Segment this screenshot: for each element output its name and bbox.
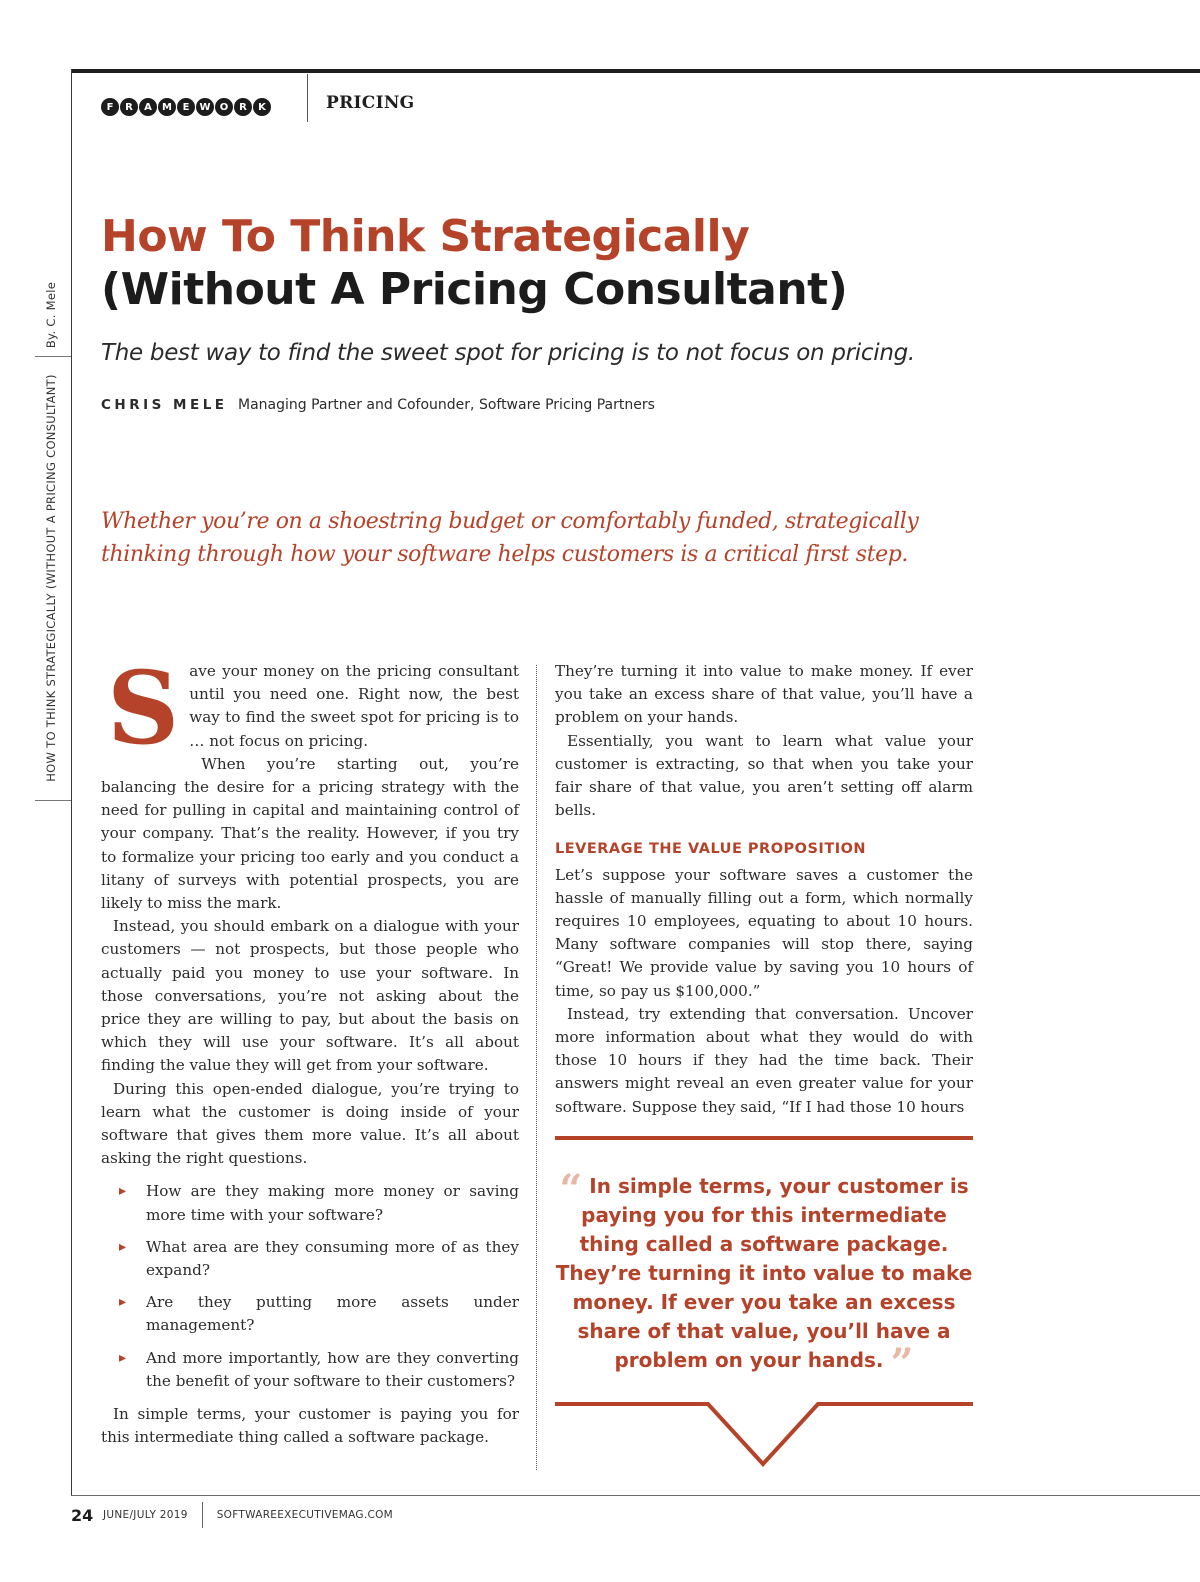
section-label: PRICING	[326, 93, 415, 113]
framework-letter: E	[177, 98, 195, 116]
list-item: ▸ Are they putting more assets under management?	[101, 1291, 519, 1337]
framework-letter: R	[120, 98, 138, 116]
bottom-rule	[71, 1495, 1200, 1496]
article-subtitle: The best way to find the sweet spot for pricing is to not focus on pricing.	[101, 340, 915, 366]
section-subhead: LEVERAGE THE VALUE PROPOSITION	[555, 841, 867, 858]
framework-letter: A	[139, 98, 157, 116]
framework-letter: F	[101, 98, 119, 116]
list-item: ▸ How are they making more money or saving more time with your software?	[101, 1180, 519, 1226]
drop-cap: S	[107, 649, 180, 767]
page-number: 24	[71, 1505, 94, 1525]
framework-logo	[101, 98, 271, 116]
issue-date: JUNE/JULY 2019	[103, 1509, 188, 1521]
framework-letter: W	[196, 98, 214, 116]
body-paragraph: During this open-ended dialogue, you’re trying to learn what the customer is doing inside of your software that gives them more value. It’s all about asking the right questions.	[101, 1079, 519, 1168]
list-item: ▸ And more importantly, how are they converting the benefit of your software to their customers?	[101, 1347, 519, 1393]
top-rule	[71, 69, 1200, 73]
website-link[interactable]: SOFTWAREEXECUTIVEMAG.COM	[216, 1509, 394, 1521]
side-byline-text: By. C. Mele	[44, 281, 58, 349]
side-running-title-text: HOW TO THINK STRATEGICALLY (WITHOUT A PRICING CONSULTANT)	[44, 374, 58, 782]
page-header	[101, 92, 415, 122]
footer-divider	[202, 1502, 203, 1528]
body-column-right	[555, 660, 973, 1119]
author-name: CHRIS MELE	[101, 397, 228, 413]
article-title-line1: How To Think Strategically	[101, 211, 750, 262]
side-divider	[35, 356, 71, 357]
article-title	[101, 210, 1001, 316]
side-running-head	[38, 250, 64, 810]
open-quote-icon: “	[559, 1166, 583, 1213]
side-running-title	[38, 372, 64, 784]
question-list	[101, 1180, 519, 1393]
header-divider	[307, 74, 308, 122]
body-paragraph: Instead, you should embark on a dialogue with your customers — not prospects, but those people who actually paid you money to use your software. In those conversations, you’re not asking about the price they are willing to pay, but about the basis on which they will use your software. It’s all about finding the value they will get from your software.	[101, 917, 519, 1075]
body-paragraph: ave your money on the pricing consultant until you need one. Right now, the best way to find the sweet spot for pricing is to … not focus on pricing.	[189, 662, 519, 750]
author-byline	[101, 397, 655, 413]
column-divider	[536, 665, 537, 1470]
side-byline	[38, 280, 64, 350]
body-column-left	[101, 649, 519, 1450]
close-quote-icon: ”	[890, 1340, 914, 1387]
body-paragraph: In simple terms, your customer is paying you for this intermediate thing called a software package.	[101, 1405, 519, 1447]
body-paragraph: Let’s suppose your software saves a customer the hassle of manually filling out a form, which normally requires 10 employees, equating to about 10 hours. Many software companies will stop there, saying “Great! We provide value by saving you 10 hours of time, so pay us $100,000.”	[555, 865, 973, 1000]
pullquote-bottom-chevron	[555, 1392, 973, 1472]
list-item: ▸ What area are they consuming more of as they expand?	[101, 1236, 519, 1282]
body-paragraph: Essentially, you want to learn what value your customer is extracting, so that when you take your fair share of that value, you aren’t setting off alarm bells.	[555, 731, 973, 820]
article-deck: Whether you’re on a shoestring budget or comfortably funded, strategically thinking through how your software helps customers is a critical first step.	[101, 509, 919, 567]
left-rule	[71, 69, 72, 1496]
body-paragraph: Instead, try extending that conversation. Uncover more information about what they would do with those 10 hours if they had the time back. Their answers might reveal an even greater value for your software. Suppose they said, “If I had those 10 hours	[555, 1004, 973, 1116]
author-role: Managing Partner and Cofounder, Software Pricing Partners	[237, 397, 655, 413]
pullquote-text: In simple terms, your customer is paying you for this intermediate thing called a software package. They’re turning it into value to make money. If ever you take an excess share of that value, you’ll have a problem on your hands.	[555, 1174, 973, 1372]
framework-letter: K	[253, 98, 271, 116]
framework-letter: R	[234, 98, 252, 116]
page-footer	[71, 1503, 393, 1527]
pullquote-top-rule	[555, 1136, 973, 1140]
body-paragraph: When you’re starting out, you’re balancing the desire for a pricing strategy with the need for pulling in capital and maintaining control of your company. That’s the reality. However, if you try to formalize your pricing too early and you conduct a litany of surveys with potential prospects, you are likely to miss the mark.	[101, 754, 519, 913]
framework-letter: M	[158, 98, 176, 116]
body-paragraph: They’re turning it into value to make money. If ever you take an excess share of that value, you’ll have a problem on your hands.	[555, 662, 973, 727]
framework-letter: O	[215, 98, 233, 116]
article-title-line2: (Without A Pricing Consultant)	[101, 264, 848, 315]
side-divider	[35, 800, 71, 801]
pullquote	[555, 1166, 973, 1387]
opening-paragraph	[101, 649, 519, 767]
